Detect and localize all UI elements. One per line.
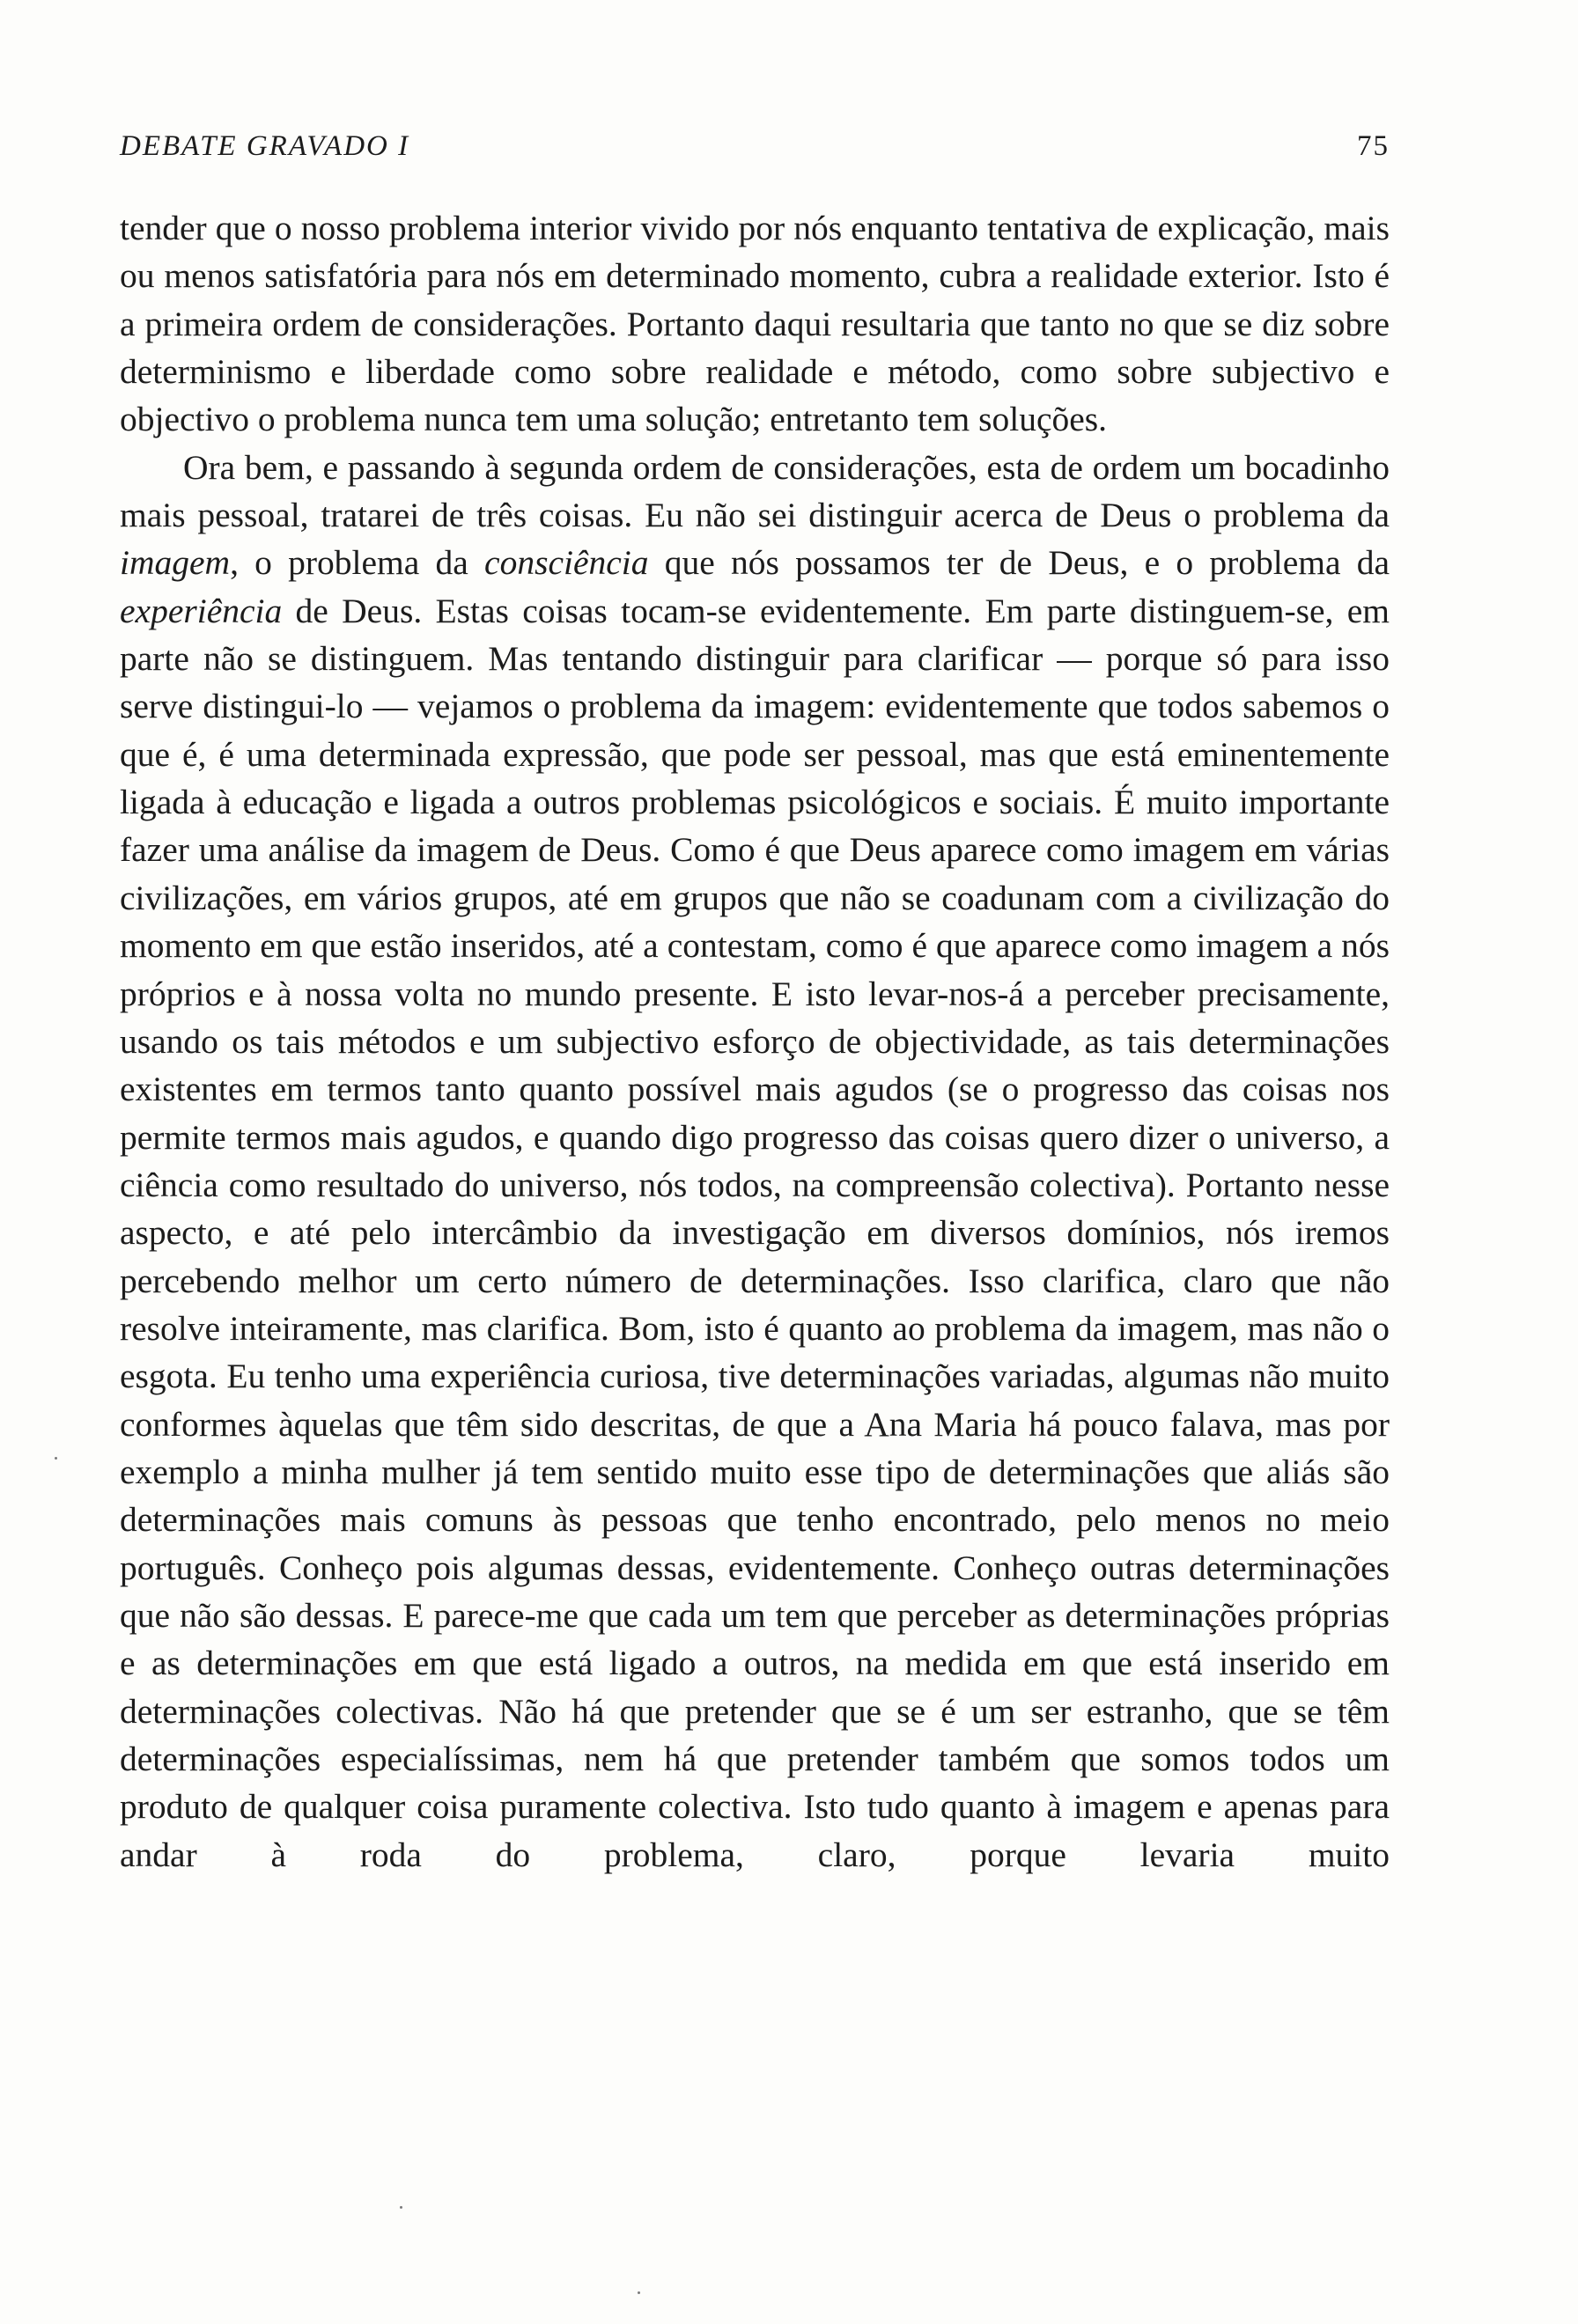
emphasis-imagem: imagem [120, 543, 231, 583]
paragraph-1 [120, 204, 1390, 444]
paragraph-2 [120, 444, 1390, 1879]
running-header [120, 130, 1390, 171]
paper-speck [400, 2206, 402, 2209]
emphasis-experiencia: experiência [120, 591, 283, 630]
paragraph-2-text-b: , o problema da [230, 543, 485, 583]
emphasis-consciencia: consciência [484, 543, 649, 583]
body-text [120, 204, 1390, 1879]
paper-speck [638, 2291, 640, 2294]
paragraph-1-text: tender que o nosso problema interior vivido por nós enquanto tentativa de explicação, mais ou menos satisfatória para nós em determinado momento, cubra a realidade exterior. Isto é a primeira ordem de considerações. Portanto daqui resultaria que tanto no que se diz sobre determinismo e liberdade como sobre realidade e método, como sobre subjectivo e objectivo o problema nunca tem uma solução; entretanto tem soluções. [120, 209, 1390, 439]
paragraph-2-text-a: Ora bem, e passando à segunda ordem de considerações, esta de ordem um bocadinho mais pessoal, tratarei de três coisas. Eu não sei distinguir acerca de Deus o problema da [120, 447, 1390, 535]
page-number: 75 [1357, 130, 1390, 162]
paragraph-2-text-c: que nós possamos ter de Deus, e o problema da [648, 543, 1390, 583]
paragraph-2-text-d: de Deus. Estas coisas tocam-se evidentemente. Em parte distinguem-se, em parte não se distinguem. Mas tentando distinguir para clarificar — porque só para isso serve distingui-lo — vejamos o problema da imagem: evidentemente que todos sabemos o que é, é uma determinada expressão, que pode ser pessoal, mas que está eminentemente ligada à educação e ligada a outros problemas psicológicos e sociais. É muito importante fazer uma análise da imagem de Deus. Como é que Deus aparece como imagem em várias civilizações, em vários grupos, até em grupos que não se coadunam com a civilização do momento em que estão inseridos, até a contestam, como é que aparece como imagem a nós próprios e à nossa volta no mundo presente. E isto levar-nos-á a perceber precisamente, usando os tais métodos e um subjectivo esforço de objectividade, as tais determinações existentes em termos tanto quanto possível mais agudos (se o progresso das coisas nos permite termos mais agudos, e quando digo progresso das coisas quero dizer o universo, a ciência como resultado do universo, nós todos, na compreensão colectiva). Portanto nesse aspecto, e até pelo intercâmbio da investigação em diversos domínios, nós iremos percebendo melhor um certo número de determinações. Isso clarifica, claro que não resolve inteiramente, mas clarifica. Bom, isto é quanto ao problema da imagem, mas não o esgota. Eu tenho uma experiência curiosa, tive determinações variadas, algumas não muito conformes àquelas que têm sido descritas, de que a Ana Maria há pouco falava, mas por exemplo a minha mulher já tem sentido muito esse tipo de determinações que aliás são determinações mais comuns às pessoas que tenho encontrado, pelo menos no meio português. Conheço pois algumas dessas, evidentemente. Conheço outras determinações que não são dessas. E parece-me que cada um tem que perceber as determinações próprias e as determinações em que está ligado a outros, na medida em que está inserido em determinações colectivas. Não há que pretender que se é um ser estranho, que se têm determinações especialíssimas, nem há que pretender também que somos todos um produto de qualquer coisa puramente colectiva. Isto tudo quanto à imagem e apenas para andar à roda do problema, claro, porque levaria muito [120, 591, 1390, 1874]
running-title: DEBATE GRAVADO I [120, 130, 410, 162]
paper-speck [55, 1457, 57, 1460]
